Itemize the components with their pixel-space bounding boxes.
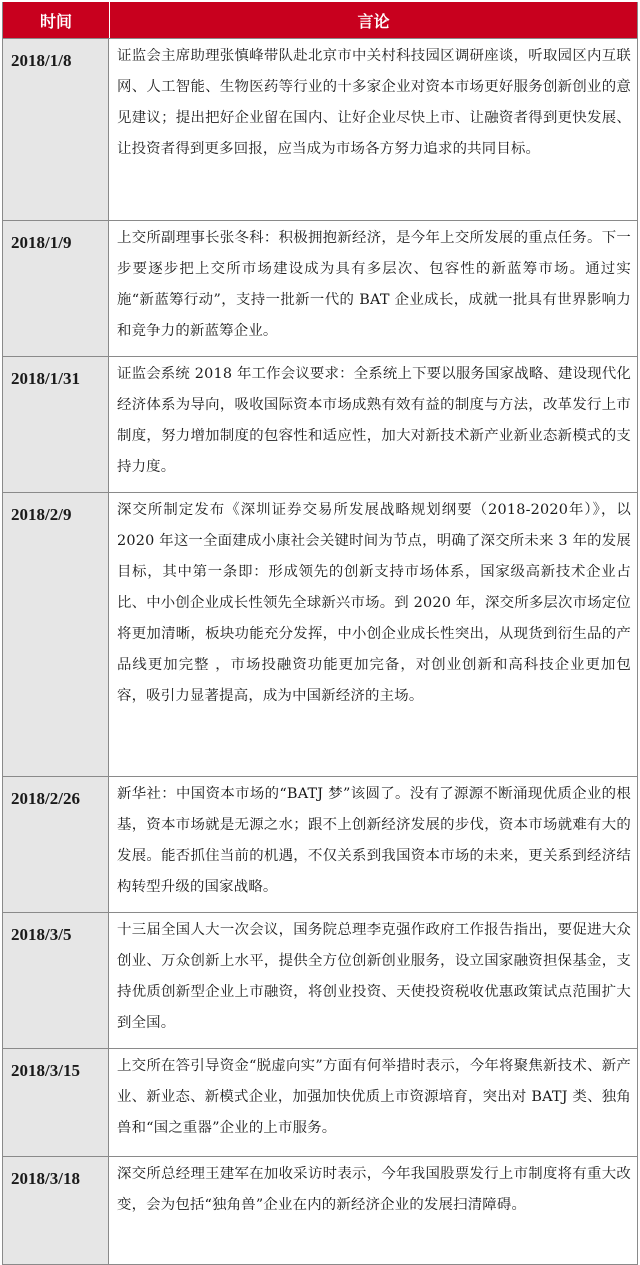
row-date: 2018/1/9 [3,221,109,356]
table-row [3,912,637,1048]
header-time: 时间 [3,2,110,38]
row-text: 证监会主席助理张慎峰带队赴北京市中关村科技园区调研座谈，听取园区内互联网、人工智能、生物医药等行业的十多家企业对资本市场更好服务创新创业的意见建议；提出把好企业留在国内、让好企业尽快上市、让融资者得到更快发展、让投资者得到更多回报，应当成为市场各方努力追求的共同目标。 [117,48,631,157]
table-row [3,220,637,356]
row-date: 2018/3/15 [3,1049,109,1156]
table-row [3,1156,637,1264]
row-date: 2018/3/18 [3,1157,109,1264]
table-row [3,776,637,912]
row-text: 上交所在答引导资金“脱虚向实”方面有何举措时表示，今年将聚焦新技术、新产业、新业态、新模式企业，加强加快优质上市资源培育，突出对 BATJ 类、独角兽和“国之重器”企业的上市服务。 [117,1058,631,1136]
row-date: 2018/1/31 [3,357,109,492]
table-row [3,1048,637,1156]
row-date: 2018/3/5 [3,913,109,1048]
row-text: 深交所制定发布《深圳证券交易所发展战略规划纲要（2018-2020年）》，以 2020 年这一全面建成小康社会关键时间为节点，明确了深交所未来 3 年的发展目标，其中第一条即：形成领先的创新支持市场体系，国家级高新技术企业占比、中小创企业成长性领先全球新兴市场。到 2020 年，深交所多层次市场定位将更加清晰，板块功能充分发挥，中小创企业成长性突出，从现货到衍生品的产品线更加完整 ，市场投融资功能更加完备，对创业创新和高科技企业更加包容，吸引力显著提高，成为中国新经济的主场。 [117,502,631,704]
row-text: 深交所总经理王建军在加收采访时表示，今年我国股票发行上市制度将有重大改变，会为包括“独角兽”企业在内的新经济企业的发展扫清障碍。 [117,1166,631,1213]
table-row [3,38,637,220]
row-date: 2018/2/26 [3,777,109,912]
row-text: 证监会系统 2018 年工作会议要求：全系统上下要以服务国家战略、建设现代化经济体系为导向，吸收国际资本市场成熟有效有益的制度与方法，改革发行上市制度，努力增加制度的包容性和适应性，加大对新技术新产业新业态新模式的支持力度。 [117,366,631,475]
table-row [3,356,637,492]
row-text: 十三届全国人大一次会议，国务院总理李克强作政府工作报告指出，要促进大众创业、万众创新上水平，提供全方位创新创业服务，设立国家融资担保基金，支持优质创新型企业上市融资，将创业投资、天使投资税收优惠政策试点范围扩大到全国。 [117,922,631,1031]
row-date: 2018/2/9 [3,493,109,776]
table-row [3,492,637,776]
policy-statements-table [2,2,638,1265]
header-speech: 言论 [357,11,390,31]
table-header [3,2,637,38]
row-date: 2018/1/8 [3,39,109,220]
row-text: 上交所副理事长张冬科：积极拥抱新经济，是今年上交所发展的重点任务。下一步要逐步把上交所市场建设成为具有多层次、包容性的新蓝筹市场。通过实施“新蓝筹行动”，支持一批新一代的 BAT 企业成长，成就一批具有世界影响力和竞争力的新蓝筹企业。 [117,230,631,339]
row-text: 新华社：中国资本市场的“BATJ 梦”该圆了。没有了源源不断涌现优质企业的根基，资本市场就是无源之水；跟不上创新经济发展的步伐，资本市场就难有大的发展。能否抓住当前的机遇，不仅关系到我国资本市场的未来，更关系到经济结构转型升级的国家战略。 [117,786,631,895]
